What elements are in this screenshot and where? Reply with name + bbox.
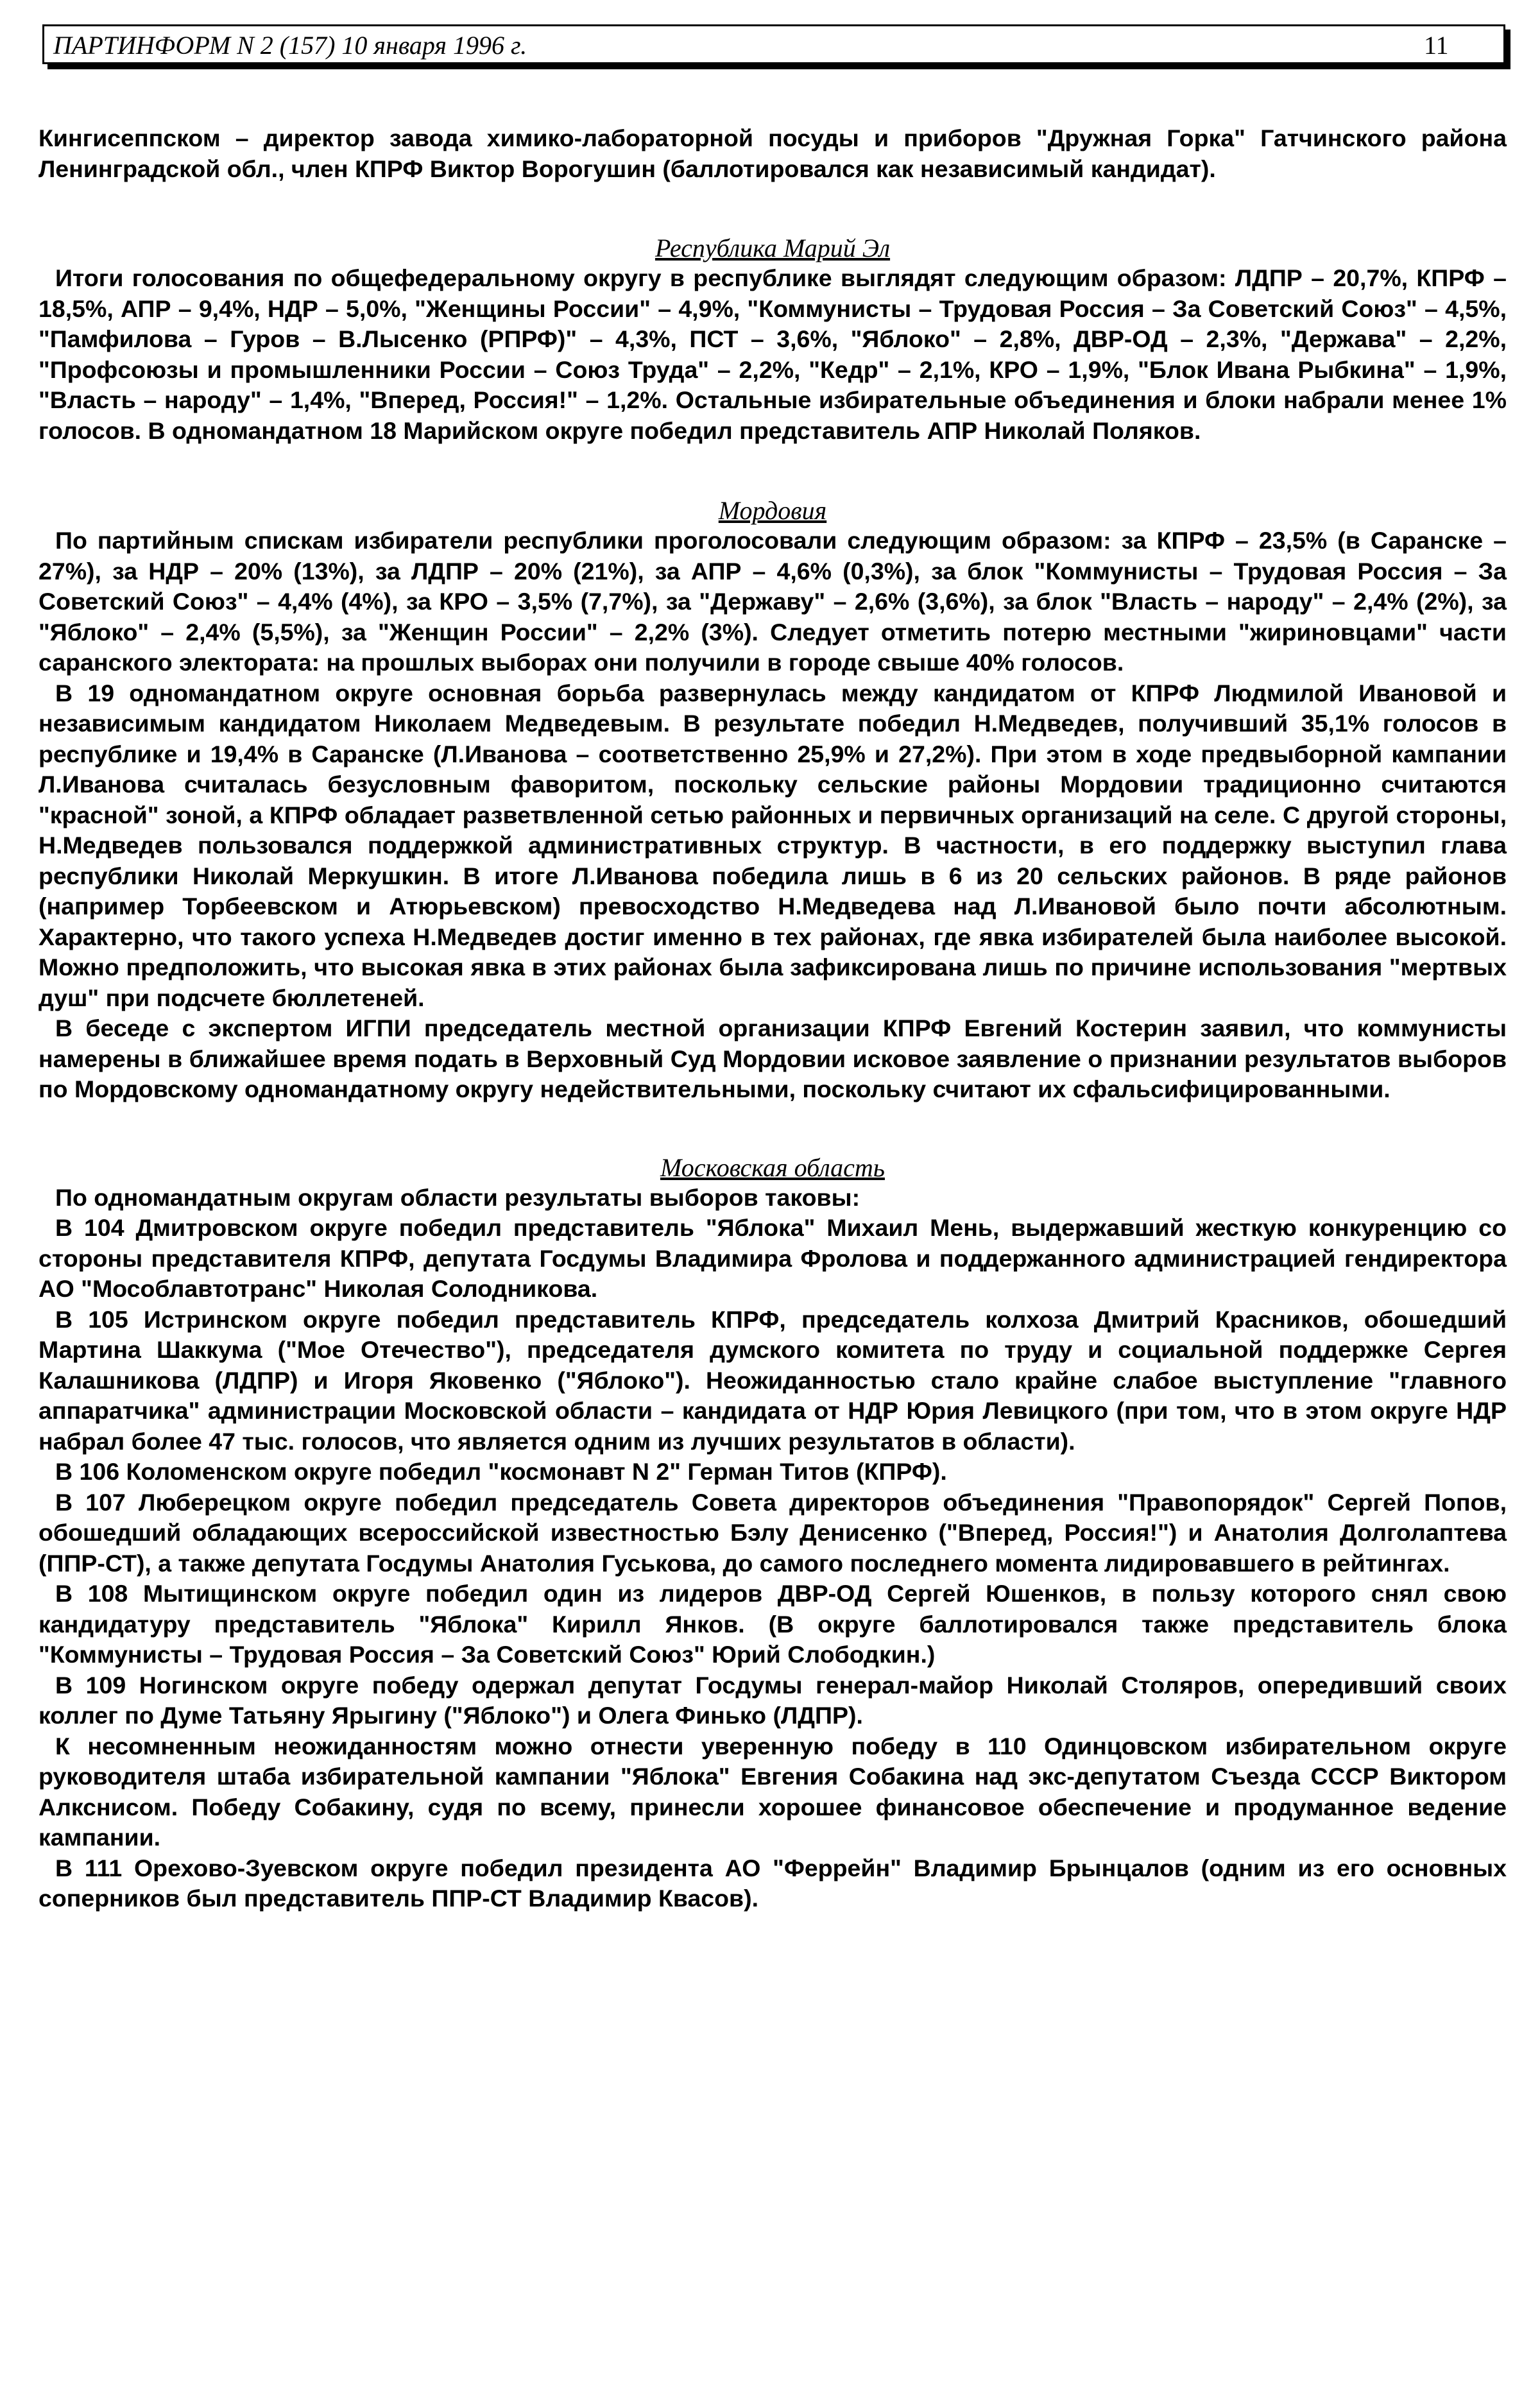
paragraph: В 106 Коломенском округе победил "космонавт N 2" Герман Титов (КПРФ).	[55, 1458, 947, 1485]
paragraph: В 109 Ногинском округе победу одержал депутат Госдумы генерал-майор Николай Столяров, опередивший своих коллег по Думе Татьяну Ярыгину ("Яблоко") и Олега Финько (ЛДПР).	[38, 1671, 1507, 1729]
paragraph: В беседе с экспертом ИГПИ председатель местной организации КПРФ Евгений Костерин заявил, что коммунисты намерены в ближайшее время подать в Верховный Суд Мордовии исковое заявление о признании результатов выборов по Мордовскому одномандатному округу недействительными, поскольку считают их сфальсифицированными.	[38, 1015, 1507, 1102]
section-spacer	[38, 1105, 1507, 1152]
paragraph: В 105 Истринском округе победил представитель КПРФ, председатель колхоза Дмитрий Красников, обошедший Мартина Шаккума ("Мое Отечество"), председателя думского комитета по труду и социальной поддержке Сергея Калашникова (ЛДПР) и Игоря Яковенко ("Яблоко"). Неожиданностью стало крайне слабое выступление "главного аппаратчика" администрации Московской области – кандидата от НДР Юрия Левицкого (при том, что в этом округе НДР набрал более 47 тыс. голосов, что является одним из лучших результатов в области).	[38, 1305, 1507, 1455]
paragraph: В 111 Орехово-Зуевском округе победил президента АО "Феррейн" Владимир Брынцалов (одним из его основных соперников был представитель ППР-СТ Владимир Квасов).	[38, 1854, 1507, 1912]
paragraph: По партийным спискам избиратели республики проголосовали следующим образом: за КПРФ – 23,5% (в Саранске – 27%), за НДР – 20% (13%), за ЛДПР – 20% (21%), за АПР – 4,6% (0,3%), за блок "Коммунисты – Трудовая Россия – За Советский Союз" – 4,4% (4%), за КРО – 3,5% (7,7%), за "Державу" – 2,6% (3,6%), за блок "Власть – народу" – 2,4% (2%), за "Яблоко" – 2,4% (5,5%), за "Женщин России" – 2,2% (3%). Следует отметить потерю местными "жириновцами" части саранского электората: на прошлых выборах они получили в городе свыше 40% голосов.	[38, 527, 1507, 676]
section-heading-moscow-oblast: Московская область	[660, 1152, 885, 1182]
article-body	[38, 123, 1507, 1914]
paragraph: Итоги голосования по общефедеральному округу в республике выглядят следующим образом: ЛДПР – 20,7%, КПРФ – 18,5%, АПР – 9,4%, НДР – 5,0%, "Женщины России" – 4,9%, "Коммунисты – Трудовая Россия – За Советский Союз" – 4,5%, "Памфилова – Гуров – В.Лысенко (РПРФ)" – 4,3%, ПСТ – 3,6%, "Яблоко" – 2,8%, ДВР-ОД – 2,3%, "Держава" – 2,2%, "Профсоюзы и промышленники России – Союз Труда" – 2,2%, "Кедр" – 2,1%, КРО – 1,9%, "Блок Ивана Рыбкина" – 1,9%, "Власть – народу" – 1,4%, "Вперед, Россия!" – 1,2%. Остальные избирательные объединения и блоки набрали менее 1% голосов. В одномандатном 18 Марийском округе победил представитель АПР Николай Поляков.	[38, 264, 1507, 444]
section-spacer	[38, 184, 1507, 233]
paragraph: В 104 Дмитровском округе победил представитель "Яблока" Михаил Мень, выдержавший жесткую конкуренцию со стороны представителя КПРФ, депутата Госдумы Владимира Фролова и поддержанного администрацией гендиректора АО "Мособлавтотранс" Николая Солодникова.	[38, 1214, 1507, 1302]
paragraph: В 108 Мытищинском округе победил один из лидеров ДВР-ОД Сергей Юшенков, в пользу которого снял свою кандидатуру представитель "Яблока" Кирилл Янков. (В округе баллотировался также представитель блока "Коммунисты – Трудовая Россия – За Советский Союз" Юрий Слободкин.)	[38, 1580, 1507, 1668]
section-heading-mari-el: Республика Марий Эл	[654, 234, 891, 262]
paragraph: В 19 одномандатном округе основная борьба развернулась между кандидатом от КПРФ Людмилой Ивановой и независимым кандидатом Николаем Медведевым. В результате победил Н.Медведев, получивший 35,1% голосов в республике и 19,4% в Саранске (Л.Иванова – соответственно 25,9% и 27,2%). При этом в ходе предвыборной кампании Л.Иванова считалась безусловным фаворитом, поскольку сельские районы Мордовии традиционно считаются "красной" зоной, а КПРФ обладает разветвленной сетью районных и первичных организаций на селе. С другой стороны, Н.Медведев пользовался поддержкой административных структур. В частности, в его поддержку выступил глава республики Николай Меркушкин. В итоге Л.Иванова победила лишь в 6 из 20 сельских районов. В ряде районов (например Торбеевском и Атюрьевском) превосходство Н.Медведева над Л.Ивановой было почти абсолютным. Характерно, что такого успеха Н.Медведев достиг именно в тех районах, где явка избирателей была наиболее высокой. Можно предположить, что высокая явка в этих районах была зафиксирована лишь по причине использования "мертвых душ" при подсчете бюллетеней.	[38, 679, 1507, 1011]
paragraph: В 107 Люберецком округе победил председатель Совета директоров объединения "Правопорядок" Сергей Попов, обошедший обладающих всероссийской известностью Бэлу Денисенко ("Вперед, Россия!") и Анатолия Долголаптева (ППР-СТ), а также депутата Госдумы Анатолия Гуськова, до самого последнего момента лидировавшего в рейтингах.	[38, 1488, 1507, 1577]
section-heading-mordovia: Мордовия	[718, 496, 827, 525]
intro-paragraph: Кингисеппском – директор завода химико-лабораторной посуды и приборов "Дружная Горка" Гатчинского района Ленинградской обл., член КПРФ Виктор Ворогушин (баллотировался как независимый кандидат).	[38, 124, 1507, 182]
running-header	[42, 24, 1505, 64]
paragraph: К несомненным неожиданностям можно отнести уверенную победу в 110 Одинцовском избирательном округе руководителя штаба избирательной кампании "Яблока" Евгения Собакина над экс-депутатом Съезда СССР Виктором Алкснисом. Победу Собакину, судя по всему, принесли хорошее финансовое обеспечение и продуманное ведение кампании.	[38, 1732, 1507, 1851]
paragraph: По одномандатным округам области результаты выборов таковы:	[55, 1183, 860, 1211]
publication-line: ПАРТИНФОРМ N 2 (157) 10 января 1996 г.	[53, 31, 527, 60]
section-spacer	[38, 446, 1507, 495]
page-number: 11	[1424, 31, 1449, 60]
